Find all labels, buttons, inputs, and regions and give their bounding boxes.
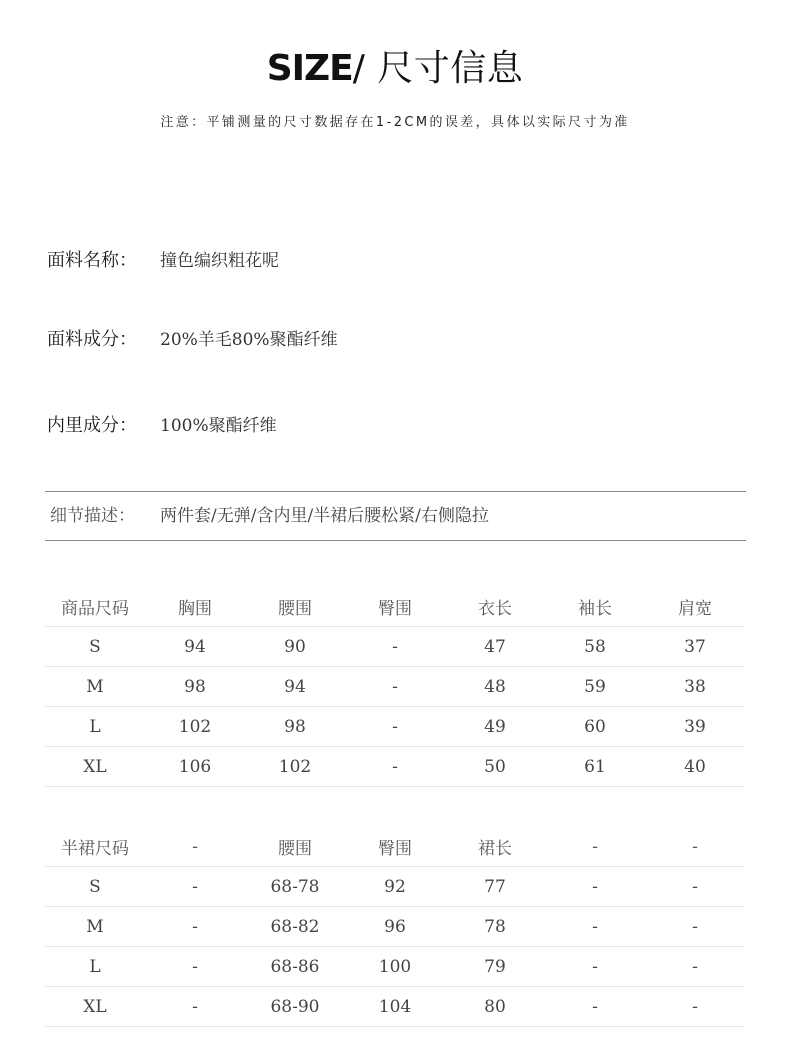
table-cell: - [645,947,745,987]
table-row [45,867,745,907]
table-cell: XL [45,987,145,1027]
table-row [45,947,745,987]
table-header-row [45,827,745,867]
table-cell: 58 [545,627,645,667]
table-cell: 47 [445,627,545,667]
lining-composition-row [47,411,277,441]
table-row [45,627,745,667]
header-cell: 裙长 [445,827,545,867]
table-cell: 80 [445,987,545,1027]
table-header-row [45,587,745,627]
table-cell: 38 [645,667,745,707]
table-cell: 68-86 [245,947,345,987]
header-cell: 袖长 [545,587,645,627]
details-box [45,491,746,541]
table-cell: - [645,907,745,947]
header-cell: 臀围 [345,827,445,867]
table-cell: 39 [645,707,745,747]
table-cell: M [45,907,145,947]
table-cell: 78 [445,907,545,947]
table-cell: S [45,627,145,667]
lining-composition-value: 100%聚酯纤维 [160,416,277,436]
table-cell: 102 [145,707,245,747]
title-cn: / 尺寸信息 [352,48,524,89]
fabric-composition-label: 面料成分： [47,329,137,350]
table-row [45,987,745,1027]
table-cell: 68-78 [245,867,345,907]
skirt-size-table [45,827,745,1027]
table-cell: 49 [445,707,545,747]
header-cell: - [645,827,745,867]
table-cell: 59 [545,667,645,707]
table-cell: - [545,907,645,947]
table-cell: 68-82 [245,907,345,947]
lining-composition-label: 内里成分： [47,415,137,436]
table-cell: XL [45,747,145,787]
top-size-table [45,587,745,787]
header-cell: 胸围 [145,587,245,627]
title-en: SIZE [266,48,353,89]
table-row [45,747,745,787]
table-cell: M [45,667,145,707]
table-row [45,907,745,947]
fabric-name-value: 撞色编织粗花呢 [160,251,279,271]
table-cell: 94 [145,627,245,667]
table-cell: - [145,947,245,987]
table-cell: 100 [345,947,445,987]
table-cell: 106 [145,747,245,787]
table-cell: - [545,947,645,987]
table-cell: - [345,747,445,787]
table-cell: 96 [345,907,445,947]
table-row [45,667,745,707]
table-cell: 37 [645,627,745,667]
table-cell: 77 [445,867,545,907]
table-cell: - [145,907,245,947]
table-cell: 68-90 [245,987,345,1027]
table-cell: 90 [245,627,345,667]
table-cell: - [545,867,645,907]
details-value: 两件套/无弹/含内里/半裙后腰松紧/右侧隐拉 [160,506,489,526]
table-cell: 79 [445,947,545,987]
table-cell: L [45,947,145,987]
fabric-name-row [47,246,279,276]
table-cell: 98 [245,707,345,747]
table-cell: 94 [245,667,345,707]
table-cell: - [645,867,745,907]
table-cell: - [545,987,645,1027]
table-cell: - [345,667,445,707]
header-cell: - [545,827,645,867]
table-cell: 92 [345,867,445,907]
table-cell: 48 [445,667,545,707]
table-cell: L [45,707,145,747]
table-cell: 98 [145,667,245,707]
page-title [0,44,790,94]
table-cell: 104 [345,987,445,1027]
table-cell: - [345,627,445,667]
table-cell: 50 [445,747,545,787]
table-cell: - [345,707,445,747]
header-cell: 商品尺码 [45,587,145,627]
header-cell: 衣长 [445,587,545,627]
table-cell: 60 [545,707,645,747]
header-cell: 肩宽 [645,587,745,627]
table-cell: - [145,987,245,1027]
header-cell: - [145,827,245,867]
table-cell: S [45,867,145,907]
header-cell: 半裙尺码 [45,827,145,867]
table-cell: 40 [645,747,745,787]
measurement-note: 注意：平铺测量的尺寸数据存在1-2CM的误差，具体以实际尺寸为准 [160,115,630,130]
fabric-name-label: 面料名称： [47,250,137,271]
header-cell: 腰围 [245,587,345,627]
fabric-composition-value: 20%羊毛80%聚酯纤维 [160,330,338,350]
details-label: 细节描述： [50,506,135,526]
fabric-composition-row [47,325,338,355]
table-cell: - [145,867,245,907]
table-cell: 61 [545,747,645,787]
header-cell: 臀围 [345,587,445,627]
table-cell: 102 [245,747,345,787]
header-cell: 腰围 [245,827,345,867]
table-cell: - [645,987,745,1027]
table-row [45,707,745,747]
